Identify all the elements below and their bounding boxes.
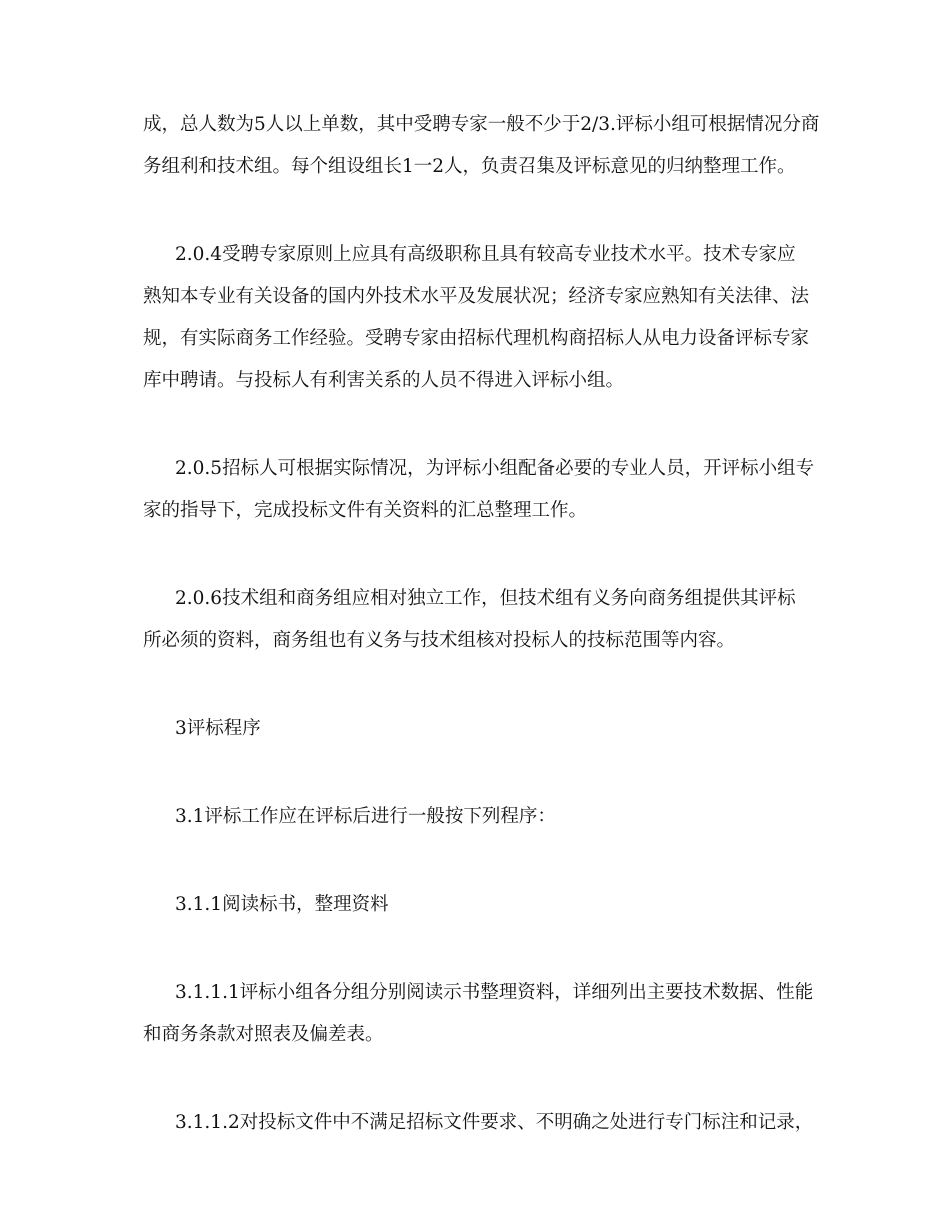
text-line: 库中聘请。与投标人有利害关系的人员不得进入评标小组。 [143,370,625,391]
text-line: 2.0.5招标人可根据实际情况，为评标小组配备必要的专业人员，开评标小组专 [175,458,815,479]
text-line: 3.1.1阅读标书，整理资料 [175,894,389,915]
paragraph [143,448,823,532]
paragraph [143,708,823,750]
paragraph [143,972,823,1056]
paragraph [143,104,823,188]
paragraph [143,1102,823,1144]
text-line: 2.0.6技术组和商务组应相对独立工作，但技术组有义务向商务组提供其评标 [175,588,796,609]
paragraph [143,234,823,402]
text-line: 和商务条款对照表及偏差表。 [143,1024,384,1045]
text-line: 成，总人数为5人以上单数，其中受聘专家一般不少于2/3.评标小组可根据情况分商 [143,114,820,135]
text-line: 3.1评标工作应在评标后进行一般按下列程序： [175,806,556,827]
text-line: 所必须的资料，商务组也有义务与技术组核对投标人的技标范围等内容。 [143,630,736,651]
text-line: 家的指导下，完成投标文件有关资料的汇总整理工作。 [143,500,588,521]
paragraph [143,884,823,926]
paragraph [143,796,823,838]
document-page [143,104,823,1190]
text-line: 规，有实际商务工作经验。受聘专家由招标代理机构商招标人从电力设备评标专家 [143,328,810,349]
text-line: 熟知本专业有关设备的国内外技术水平及发展状况；经济专家应熟知有关法律、法 [143,286,810,307]
text-line: 3.1.1.2对投标文件中不满足招标文件要求、不明确之处进行专门标注和记录， [175,1112,814,1133]
text-line: 3.1.1.1评标小组各分组分别阅读示书整理资料，详细列出主要技术数据、性能 [175,982,814,1003]
text-line: 务组利和技术组。每个组设组长1一2人，负责召集及评标意见的归纳整理工作。 [143,156,796,177]
text-line: 2.0.4受聘专家原则上应具有高级职称且具有较高专业技术水平。技术专家应 [175,244,796,265]
paragraph [143,578,823,662]
text-line: 3评标程序 [175,718,261,739]
